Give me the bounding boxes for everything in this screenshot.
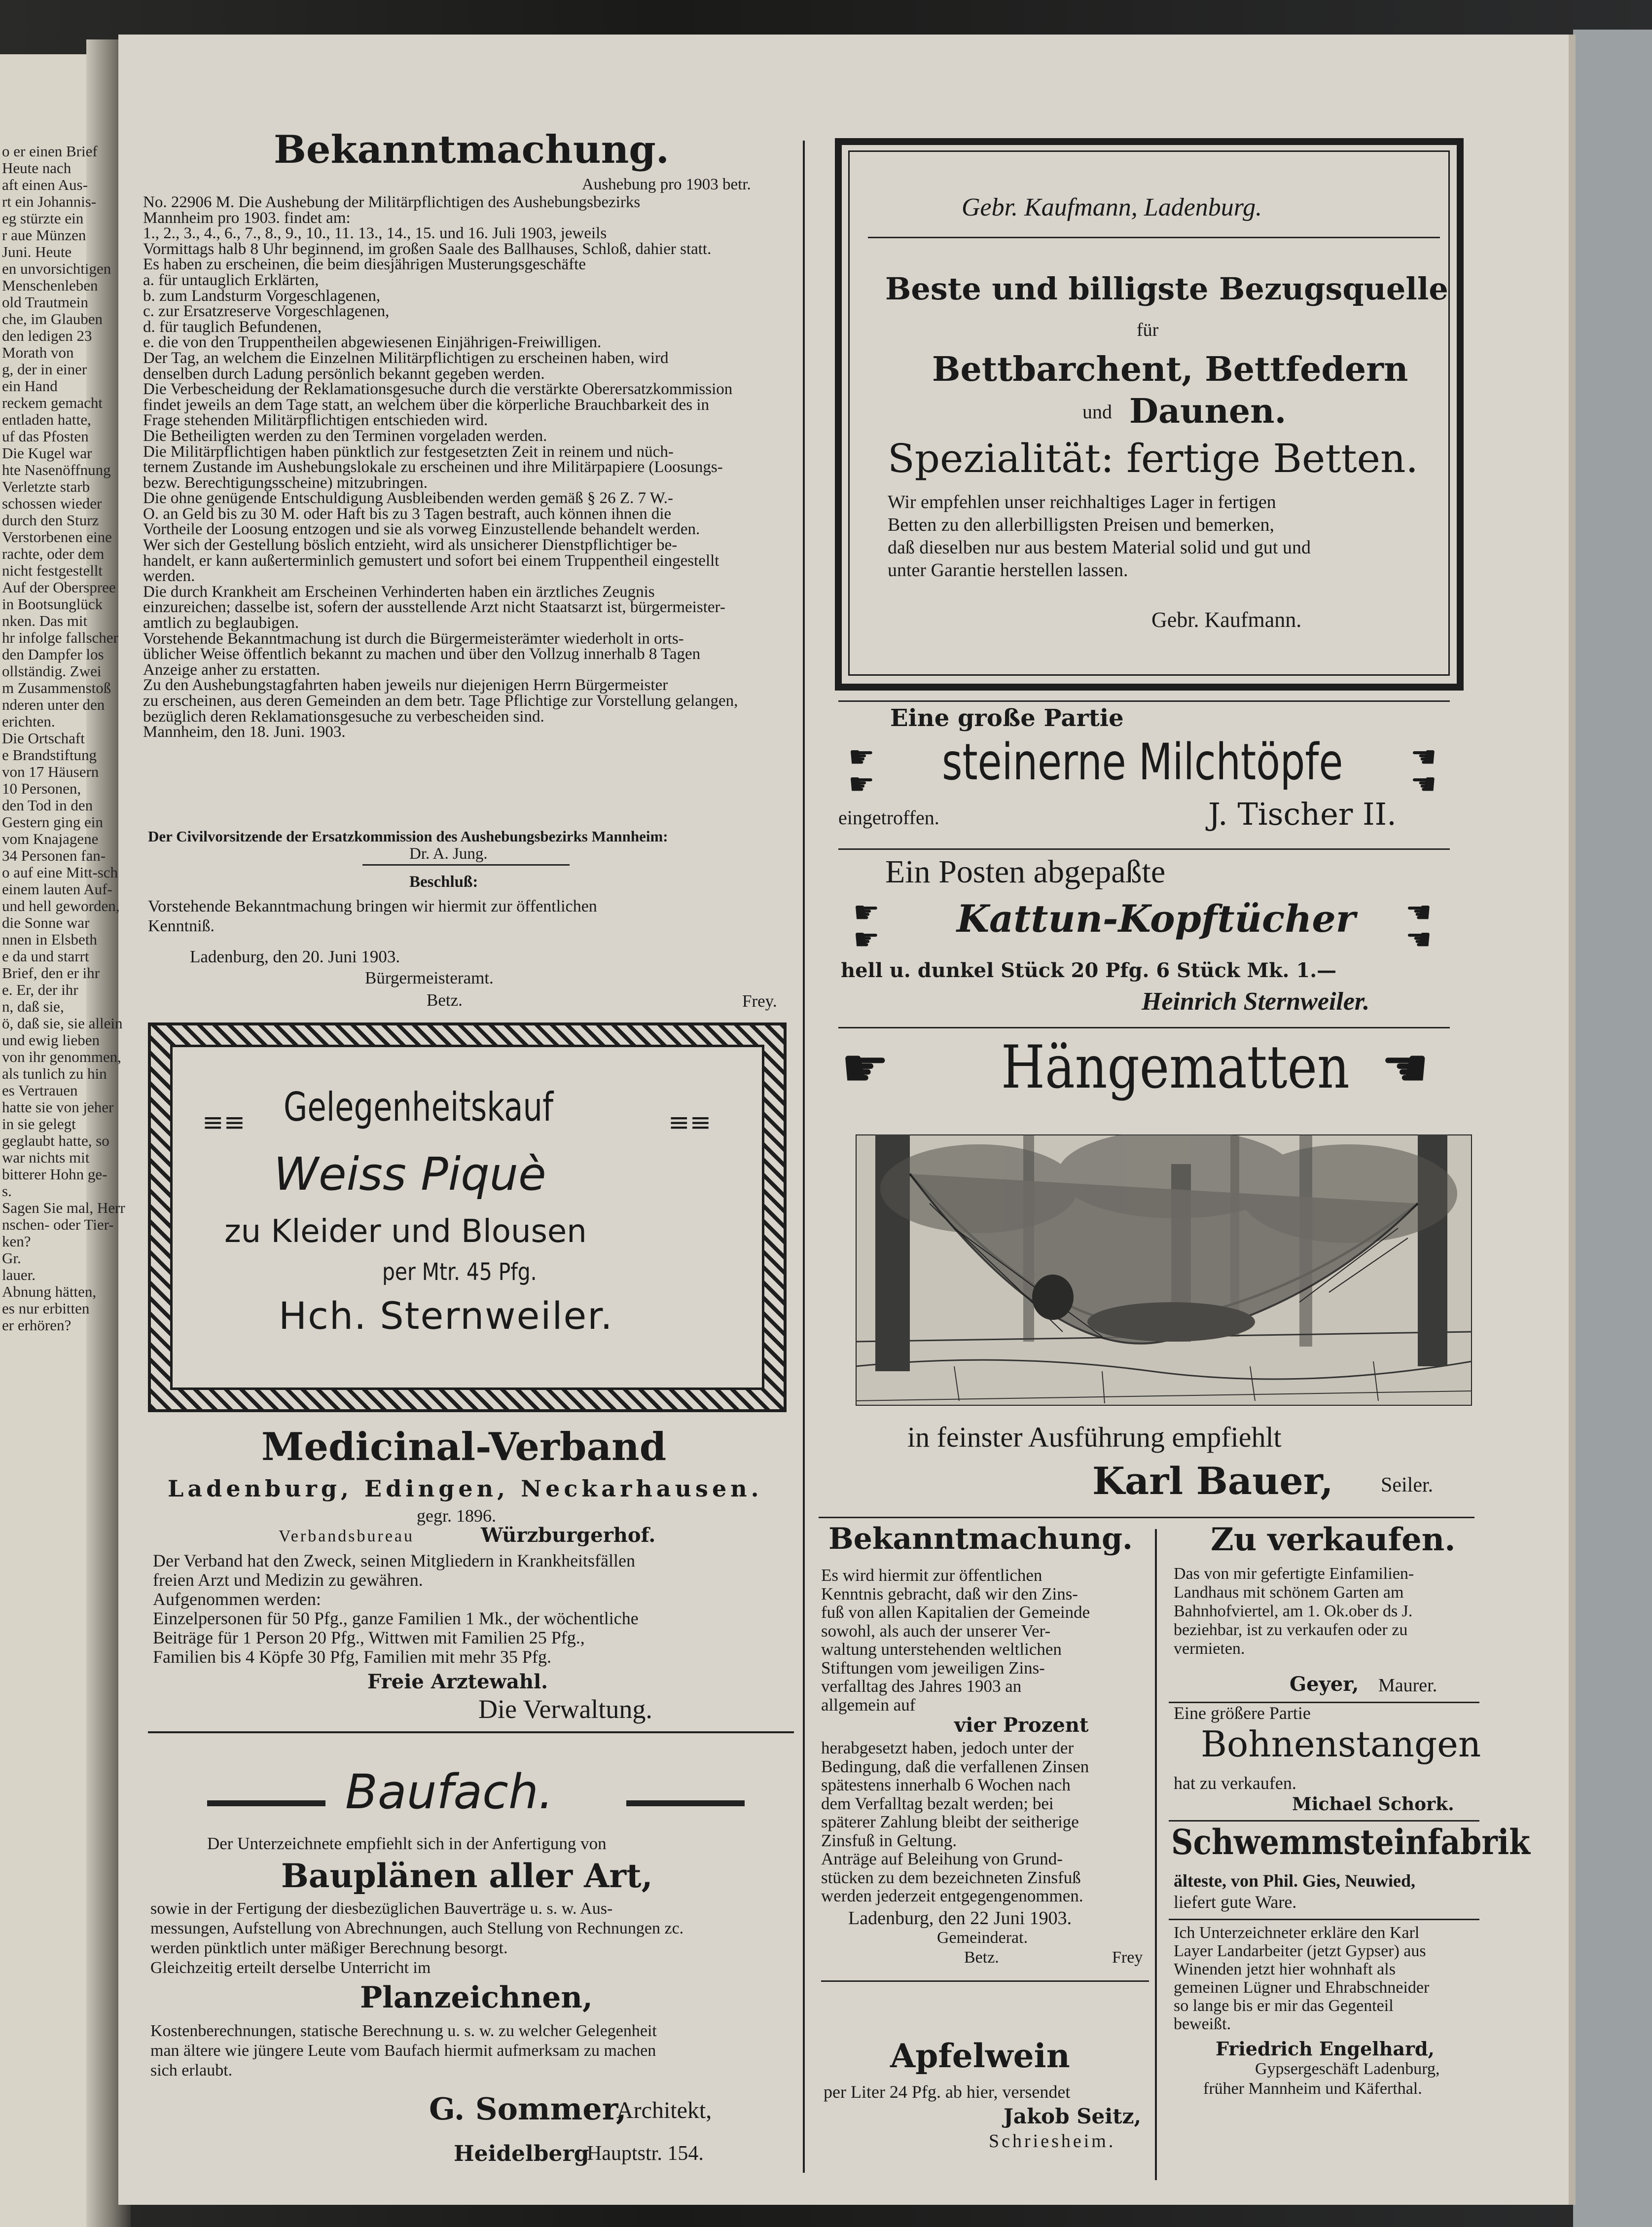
military-notice-subject: Aushebung pro 1903 betr. [582, 176, 751, 193]
kaufmann-firm: Gebr. Kaufmann, Ladenburg. [962, 193, 1262, 221]
rule [838, 1027, 1450, 1028]
left-page-line: in sie gelegt [2, 1115, 76, 1132]
zins-line: dem Verfalltag bezalt werden; bei [821, 1793, 1054, 1813]
military-notice-line: Die durch Krankheit am Erscheinen Verhinderten haben ein ärztliches Zeugnis [143, 583, 655, 601]
military-notice-line: amtlich zu beglaubigen. [143, 614, 299, 632]
left-page-line: hatte sie von jeher [2, 1098, 114, 1116]
left-page-line: Gestern ging ein [2, 813, 103, 831]
engelhard-line: so lange bis er mir das Gegenteil [1174, 1997, 1394, 2015]
zins-line: verfalltag des Jahres 1903 an [821, 1677, 1022, 1696]
baufach-headline: Bauplänen aller Art, [281, 1857, 653, 1895]
left-page-line: durch den Sturz [2, 511, 99, 529]
left-page-line: e da und starrt [2, 948, 89, 965]
baufach-body2 [150, 2021, 796, 2081]
baufach-street: Hauptstr. 154. [587, 2142, 704, 2165]
zins-line: allgemein auf [821, 1695, 916, 1715]
zins-line: Stiftungen vom jeweiligen Zins- [821, 1658, 1045, 1678]
military-notice-line: Es haben zu erscheinen, die beim diesjährigen Musterungsgeschäfte [143, 256, 586, 274]
pointing-hand-icon: ☛ [853, 895, 880, 930]
military-notice-line: d. für tauglich Befundenen, [143, 318, 322, 336]
rule [148, 1731, 794, 1733]
left-page-line: entladen hatte, [2, 411, 91, 428]
book-cover-edge [1573, 30, 1652, 2227]
zins-place-date: Ladenburg, den 22 Juni 1903. [848, 1908, 1072, 1929]
left-page-line: ein Hand [2, 377, 58, 395]
kopf-seller: Heinrich Sternweiler. [1142, 987, 1370, 1016]
military-notice-line: Mannheim pro 1903. findet am: [143, 209, 351, 227]
zins-notice-body2 [821, 1739, 1147, 1905]
left-page-line: o auf eine Mitt-sch [2, 864, 118, 881]
military-notice-line: e. die von den Truppentheilen abgewiesenen Einjährigen-Freiwilligen. [143, 333, 602, 352]
column-divider-small [1155, 1529, 1157, 2180]
beschluss-line: Kenntniß. [148, 917, 215, 935]
left-page-line: von 17 Häusern [2, 763, 99, 780]
military-notice-line: findet jeweils an dem Tage statt, an welchem über die körperliche Brauchbarkeit des in [143, 396, 709, 414]
engelhard-business: Gypsergeschäft Ladenburg, [1255, 2060, 1440, 2078]
kaufmann-desc-line: unter Garantie herstellen lassen. [888, 560, 1128, 581]
kaufmann-und: und [1082, 401, 1112, 423]
left-page-line: m Zusammenstoß [2, 679, 111, 696]
zins-line: sowohl, als auch der unserer Ver- [821, 1621, 1051, 1641]
left-page-line: 10 Personen, [2, 780, 81, 797]
left-page-line: che, im Glauben [2, 310, 103, 328]
left-page-line: e. Er, der ihr [2, 981, 78, 998]
left-page-line: eg stürzte ein [2, 210, 84, 227]
medicinal-bureau: Würzburgerhof. [481, 1524, 656, 1547]
kaufmann-signoff: Gebr. Kaufmann. [1151, 608, 1302, 632]
medicinal-body [153, 1551, 794, 1667]
left-page-line: es Vertrauen [2, 1082, 78, 1099]
left-page-line: Verstorbenen eine [2, 528, 112, 546]
zins-line: fuß von allen Kapitalien der Gemeinde [821, 1603, 1090, 1622]
left-page-line: bitterer Hohn ge- [2, 1166, 108, 1183]
engelhard-body [1174, 1924, 1479, 2033]
medicinal-signoff: Die Verwaltung. [478, 1694, 652, 1724]
left-page-line: Brief, den er ihr [2, 964, 100, 982]
left-page-line: ken? [2, 1233, 31, 1250]
left-page-line: erichten. [2, 713, 55, 730]
zins-rate: vier Prozent [954, 1714, 1089, 1737]
pointing-hand-icon: ☛ [853, 922, 880, 957]
kopf-detail: hell u. dunkel Stück 20 Pfg. 6 Stück Mk. 1.— [841, 959, 1337, 982]
left-page-line: nken. Das mit [2, 612, 88, 629]
zins-line: herabgesetzt haben, jedoch unter der [821, 1738, 1074, 1757]
military-notice-line: einzureichen; dasselbe ist, sofern der ausstellende Arzt nicht Staatsarzt ist, bürgermeister- [143, 598, 725, 617]
left-page-line: schossen wieder [2, 495, 102, 512]
left-page-line: einem lauten Auf- [2, 880, 112, 898]
baufach-line: Gleichzeitig erteilt derselbe Unterricht im [150, 1959, 431, 1977]
military-notice-line: Vortheile der Loosung entzogen und sie als vorweg Einzustellende behandelt werden. [143, 520, 700, 539]
pointing-hand-icon: ☛ [1410, 740, 1437, 774]
bohnen-sub: hat zu verkaufen. [1174, 1773, 1296, 1793]
baufach-rule-right [626, 1800, 745, 1806]
left-page-line: nschen- oder Tier- [2, 1216, 114, 1233]
beschluss-office: Bürgermeisteramt. [365, 968, 494, 987]
left-page-line: und hell geworden, [2, 897, 120, 914]
baufach-body [150, 1899, 796, 1978]
zins-line: Es wird hiermit zur öffentlichen [821, 1566, 1042, 1585]
rule [819, 1517, 1474, 1518]
left-page-line: und ewig lieben [2, 1031, 100, 1049]
gelegenheitskauf-price: per Mtr. 45 Pfg. [382, 1258, 537, 1286]
zins-office: Gemeinderat. [937, 1929, 1028, 1947]
left-page-line: den ledigen 23 [2, 327, 92, 344]
military-notice-line: Vorstehende Bekanntmachung ist durch die Bürgermeisterämter wiederholt in orts- [143, 629, 684, 648]
apfelwein-seller: Jakob Seitz, [1004, 2104, 1142, 2128]
military-notice-signature-title: Der Civilvorsitzende der Ersatzkommission des Aushebungsbezirks Mannheim: [148, 828, 668, 845]
bohnen-intro: Eine größere Partie [1174, 1703, 1311, 1723]
baufach-line: sich erlaubt. [150, 2061, 233, 2080]
left-page-line: den Dampfer los [2, 646, 104, 663]
beschluss-heading: Beschluß: [409, 873, 478, 891]
engelhard-line: gemeinen Lügner und Ehrabschneider [1174, 1978, 1430, 1997]
zins-line: spätestens innerhalb 6 Wochen nach [821, 1775, 1071, 1794]
zins-line: werden jederzeit entgegengenommen. [821, 1886, 1083, 1905]
baufach-line: sowie in der Fertigung der diesbezüglichen Bauverträge u. s. w. Aus- [150, 1899, 613, 1918]
military-notice-line: Frage stehenden Militärpflichtigen entschieden wird. [143, 411, 488, 430]
zins-notice-body [821, 1566, 1147, 1714]
left-page-line: die Sonne war [2, 914, 90, 931]
verkaufen-body [1174, 1565, 1479, 1658]
engelhard-line: Ich Unterzeichneter erkläre den Karl [1174, 1924, 1420, 1942]
left-page-line: es nur erbitten [2, 1300, 90, 1317]
left-page-line: rt ein Johannis- [2, 193, 97, 210]
military-notice-line: zu erscheinen, aus deren Gemeinden an dem betr. Tage Pflichtige zur Vorstellung gelangen, [143, 692, 738, 710]
left-page-line: g, der in einer [2, 361, 87, 378]
military-notice-line: denselben durch Ladung persönlich bekannt gegeben werden. [143, 365, 545, 383]
gelegenheitskauf-product: Weiss Piquè [274, 1148, 546, 1201]
left-page-line: vom Knajagene [2, 830, 99, 847]
left-page-line: hte Nasenöffnung [2, 461, 111, 478]
verkaufen-line: beziehbar, ist zu verkaufen oder zu [1174, 1621, 1408, 1639]
left-page-line: Heute nach [2, 159, 72, 177]
left-page-line: nicht festgestellt [2, 562, 103, 579]
left-page-line: ö, daß sie, sie allein [2, 1015, 123, 1032]
medicinal-line: Der Verband hat den Zweck, seinen Mitgliedern in Krankheitsfällen [153, 1551, 636, 1570]
military-notice-line: Wer sich der Gestellung böslich entzieht, wird als unsicherer Dienstpflichtiger be- [143, 536, 678, 554]
engelhard-line: beweißt. [1174, 2015, 1231, 2033]
left-page-line: den Tod in den [2, 797, 93, 814]
military-notice-line: c. zur Ersatzreserve Vorgeschlagenen, [143, 302, 390, 321]
rule [1169, 1919, 1479, 1920]
left-page-line: Sagen Sie mal, Herr [2, 1199, 125, 1216]
left-page-line: Abnung hätten, [2, 1283, 97, 1300]
medicinal-line: freien Arzt und Medizin zu gewähren. [153, 1570, 423, 1590]
baufach-city: Heidelberg [454, 2141, 589, 2166]
left-page-line: geglaubt hatte, so [2, 1132, 109, 1149]
military-notice-line: Vormittags halb 8 Uhr beginnend, im großen Saale des Ballhauses, Schloß, dahier statt. [143, 240, 712, 258]
left-page-line: Juni. Heute [2, 243, 72, 260]
rule [838, 848, 1450, 850]
left-page-line: von ihr genommen, [2, 1048, 121, 1065]
left-page-line: rachte, oder dem [2, 545, 105, 562]
haenge-tagline: in feinster Ausführung empfiehlt [907, 1421, 1282, 1453]
bohnen-product: Bohnenstangen [1201, 1723, 1481, 1765]
medicinal-places: Ladenburg, Edingen, Neckarhausen. [168, 1475, 763, 1502]
left-page-line: s. [2, 1182, 12, 1200]
medicinal-founded: gegr. 1896. [417, 1506, 496, 1526]
baufach-profession: Architekt, [616, 2097, 712, 2123]
haenge-trade: Seiler. [1381, 1474, 1434, 1497]
left-page-line: Die Kugel war [2, 444, 92, 462]
engelhard-line: Winenden jetzt hier wohnhaft als [1174, 1960, 1396, 1978]
kaufmann-desc-line: daß dieselben nur aus bestem Material solid und gut und [888, 537, 1311, 558]
kaufmann-desc-line: Betten zu den allerbilligsten Preisen und bemerken, [888, 514, 1275, 535]
left-page-line: war nichts mit [2, 1149, 90, 1166]
left-page-line: r aue Münzen [2, 226, 86, 244]
zins-line: waltung unterstehenden weltlichen [821, 1640, 1062, 1659]
verkaufen-seller: Geyer, [1290, 1673, 1359, 1696]
kaufmann-special: Spezialität: fertige Betten. [888, 436, 1418, 481]
baufach-line: man ältere wie jüngere Leute vom Baufach hiermit aufmerksam zu machen [150, 2042, 656, 2060]
zins-line: Anträge auf Beleihung von Grund- [821, 1849, 1063, 1868]
zins-notice-heading: Bekanntmachung. [828, 1522, 1133, 1556]
medicinal-line: Beiträge für 1 Person 20 Pfg., Wittwen mit Familien 25 Pfg., [153, 1628, 585, 1647]
beschluss-sig-left: Betz. [427, 990, 463, 1010]
baufach-title: Baufach. [345, 1764, 554, 1820]
left-page-line: ollständig. Zwei [2, 662, 102, 680]
left-page-line: lauer. [2, 1266, 36, 1283]
military-notice-line: bezüglich deren Reklamationsgesuche zu verbescheiden sind. [143, 707, 544, 726]
kaufmann-line2: Bettbarchent, Bettfedern [932, 350, 1408, 389]
pointing-hand-icon: ☛ [841, 1036, 890, 1099]
beschluss-sig-right: Frey. [742, 991, 777, 1011]
left-page-line: nderen unter den [2, 696, 105, 713]
schwemm-title: Schwemmsteinfabrik [1171, 1822, 1530, 1862]
left-page-line: Auf der Oberspree [2, 579, 116, 596]
rule [838, 700, 1450, 702]
verkaufen-line: vermieten. [1174, 1640, 1245, 1658]
pointing-hand-icon: ☛ [1381, 1036, 1430, 1099]
haenge-seller: Karl Bauer, [1092, 1459, 1333, 1503]
zins-line: stücken zu dem bezeichneten Zinsfuß [821, 1867, 1081, 1887]
military-notice-line: bezw. Berechtigungsscheine) mitzubringen. [143, 474, 428, 492]
zins-line: Kenntnis gebracht, daß wir den Zins- [821, 1584, 1078, 1604]
medicinal-line: Einzelpersonen für 50 Pfg., ganze Familien 1 Mk., der wöchentliche [153, 1608, 639, 1628]
gelegenheitskauf-title: Gelegenheitskauf [284, 1084, 554, 1130]
milch-arrived: eingetroffen. [838, 806, 939, 829]
schwemm-line1: älteste, von Phil. Gies, Neuwied, [1174, 1871, 1415, 1891]
left-page-line: 34 Personen fan- [2, 847, 106, 864]
hammock-illustration [856, 1134, 1472, 1406]
kaufmann-line1: Beste und billigste Bezugsquelle [885, 271, 1448, 307]
kaufmann-description [888, 491, 1445, 582]
gelegenheitskauf-use: zu Kleider und Blousen [224, 1213, 587, 1250]
verkaufen-title: Zu verkaufen. [1211, 1521, 1456, 1558]
pointing-hand-icon: ☛ [1405, 895, 1432, 930]
military-notice-line: No. 22906 M. Die Aushebung der Militärpflichtigen des Aushebungsbezirks [143, 193, 641, 211]
military-notice-line: ternem Zustande im Aushebungslokale zu erscheinen und ihre Militärpapiere (Loosungs- [143, 458, 723, 476]
military-notice-line: Der Tag, an welchem die Einzelnen Militärpflichtigen zu erscheinen haben, wird [143, 349, 669, 367]
military-notice-line: üblicher Weise öffentlich bekannt zu machen und über den Vollzug innerhalb 8 Tagen [143, 645, 701, 663]
schwemm-line2: liefert gute Ware. [1174, 1892, 1297, 1912]
military-notice-line: 1., 2., 3., 4., 6., 7., 8., 9., 10., 11. 13., 14., 15. und 16. Juli 1903, jeweils [143, 224, 607, 243]
pointing-hand-icon: ☛ [1405, 922, 1432, 957]
medicinal-title: Medicinal-Verband [261, 1424, 667, 1469]
left-page-line: Verletzte starb [2, 478, 90, 495]
left-page-line: old Trautmein [2, 293, 88, 311]
pointing-hand-icon: ☛ [1410, 767, 1437, 802]
baufach-line: messungen, Aufstellung von Abrechnungen, auch Stellung von Rechnungen zc. [150, 1919, 684, 1937]
left-page-line: Morath von [2, 344, 74, 361]
military-notice-line: b. zum Landsturm Vorgeschlagenen, [143, 287, 381, 305]
left-page-line: nnen in Elsbeth [2, 931, 97, 948]
kopf-intro: Ein Posten abgepaßte [885, 854, 1166, 890]
military-notice-line: Die Militärpflichtigen haben pünktlich zur festgesetzten Zeit in reinem und nüch- [143, 442, 674, 461]
column-divider [803, 141, 805, 2173]
milch-seller: J. Tischer II. [1208, 796, 1397, 832]
haenge-title: Hängematten [1001, 1033, 1350, 1102]
beschluss-line: Vorstehende Bekanntmachung bringen wir hiermit zur öffentlichen [148, 897, 597, 915]
zins-line: Zinsfuß in Geltung. [821, 1830, 957, 1850]
kaufmann-line3: Daunen. [1129, 392, 1287, 431]
rule [362, 864, 570, 866]
kaufmann-desc-line: Wir empfehlen unser reichhaltiges Lager in fertigen [888, 492, 1276, 512]
milch-product: steinerne Milchtöpfe [942, 733, 1343, 792]
medicinal-line: Aufgenommen werden: [153, 1589, 321, 1609]
military-notice-body [143, 195, 784, 740]
medicinal-line: Familien bis 4 Köpfe 30 Pfg, Familien mit mehr 35 Pfg. [153, 1647, 551, 1667]
beschluss-place-date: Ladenburg, den 20. Juni 1903. [190, 947, 400, 966]
engelhard-name: Friedrich Engelhard, [1216, 2038, 1435, 2060]
baufach-rule-left [207, 1800, 325, 1806]
left-page-line: aft einen Aus- [2, 176, 88, 193]
verkaufen-line: Das von mir gefertigte Einfamilien- [1174, 1565, 1414, 1583]
verkaufen-trade: Maurer. [1378, 1675, 1437, 1696]
medicinal-bureau-prefix: Verbandsbureau [279, 1527, 415, 1545]
left-page-line: Die Ortschaft [2, 730, 85, 747]
baufach-line: werden pünktlich unter mäßiger Berechnung besorgt. [150, 1939, 508, 1957]
left-page-line: Gr. [2, 1249, 21, 1267]
military-notice-line: handelt, er kann außerterminlich gemustert und sofort bei einem Truppentheil eingestellt [143, 551, 719, 570]
baufach-intro: Der Unterzeichnete empfiehlt sich in der Anfertigung von [207, 1834, 607, 1853]
military-notice-line: Anzeige anher zu erstatten. [143, 660, 321, 679]
left-page-line: uf das Pfosten [2, 428, 89, 445]
military-notice-line: Zu den Aushebungstagfahrten haben jeweils nur diejenigen Herrn Bürgermeister [143, 676, 668, 694]
zins-line: Bedingung, daß die verfallenen Zinsen [821, 1756, 1089, 1776]
pointing-hand-icon: ☛ [848, 767, 875, 802]
left-page-line: en unvorsichtigen [2, 260, 111, 277]
military-notice-heading: Bekanntmachung. [274, 127, 669, 172]
apfelwein-line: per Liter 24 Pfg. ab hier, versendet [824, 2082, 1071, 2102]
military-notice-line: Die Verbescheidung der Reklamationsgesuche durch die verstärkte Oberersatzkommission [143, 380, 733, 399]
bohnen-seller: Michael Schork. [1292, 1794, 1454, 1815]
verkaufen-line: Bahnhofviertel, am 1. Ok.ober ds J. [1174, 1602, 1413, 1620]
pointing-hand-icon: ☛ [848, 740, 875, 774]
engelhard-line: Layer Landarbeiter (jetzt Gypser) aus [1174, 1942, 1426, 1960]
left-page-line: in Bootsunglück [2, 595, 103, 613]
left-page-line: er erhören? [2, 1316, 72, 1334]
medicinal-freie: Freie Arztewahl. [367, 1670, 548, 1693]
apfelwein-town: Schriesheim. [989, 2131, 1116, 2152]
left-page-line: Menschenleben [2, 277, 98, 294]
left-page-line: o er einen Brief [2, 143, 98, 160]
zins-sig-left: Betz. [964, 1948, 999, 1967]
military-notice-line: werden. [143, 567, 195, 585]
rule [868, 237, 1440, 238]
left-page-text [2, 143, 125, 1334]
gelegenheitskauf-seller: Hch. Sternweiler. [279, 1294, 613, 1338]
left-page-line: hr infolge fallscher [2, 629, 118, 646]
left-page-line: e Brandstiftung [2, 746, 97, 764]
left-page-line: als tunlich zu hin [2, 1065, 107, 1082]
military-notice-signature-name: Dr. A. Jung. [409, 845, 488, 863]
apfelwein-title: Apfelwein [890, 2037, 1070, 2075]
verkaufen-line: Landhaus mit schönem Garten am [1174, 1583, 1404, 1602]
milch-intro: Eine große Partie [890, 704, 1124, 732]
baufach-name: G. Sommer, [429, 2091, 627, 2127]
gelegenheitskauf-deco-right: ≡≡ [668, 1108, 712, 1137]
engelhard-former: früher Mannheim und Käferthal. [1203, 2080, 1422, 2098]
zins-sig-right: Frey [1112, 1948, 1143, 1967]
left-page-line: n, daß sie, [2, 998, 64, 1015]
baufach-line: Kostenberechnungen, statische Berechnung u. s. w. zu welcher Gelegenheit [150, 2022, 657, 2040]
military-notice-line: O. an Geld bis zu 30 M. oder Haft bis zu 3 Tagen bestraft, auch können ihnen die [143, 505, 672, 523]
military-notice-line: Die ohne genügende Entschuldigung Ausbleibenden werden gemäß § 26 Z. 7 W.- [143, 489, 674, 508]
baufach-headline2: Planzeichnen, [360, 1980, 593, 2015]
zins-line: späterer Zahlung bleibt der seitherige [821, 1812, 1079, 1831]
kaufmann-fuer: für [1137, 320, 1159, 340]
kopf-product: Kattun-Kopftücher [957, 897, 1356, 941]
beschluss-body [148, 897, 789, 936]
left-page-line: reckem gemacht [2, 394, 103, 411]
military-notice-line: Mannheim, den 18. Juni. 1903. [143, 723, 346, 741]
gelegenheitskauf-deco-left: ≡≡ [202, 1108, 246, 1137]
military-notice-line: Die Betheiligten werden zu den Terminen vorgeladen werden. [143, 427, 547, 445]
military-notice-line: a. für untauglich Erklärten, [143, 271, 319, 289]
rule [821, 1980, 1149, 1982]
